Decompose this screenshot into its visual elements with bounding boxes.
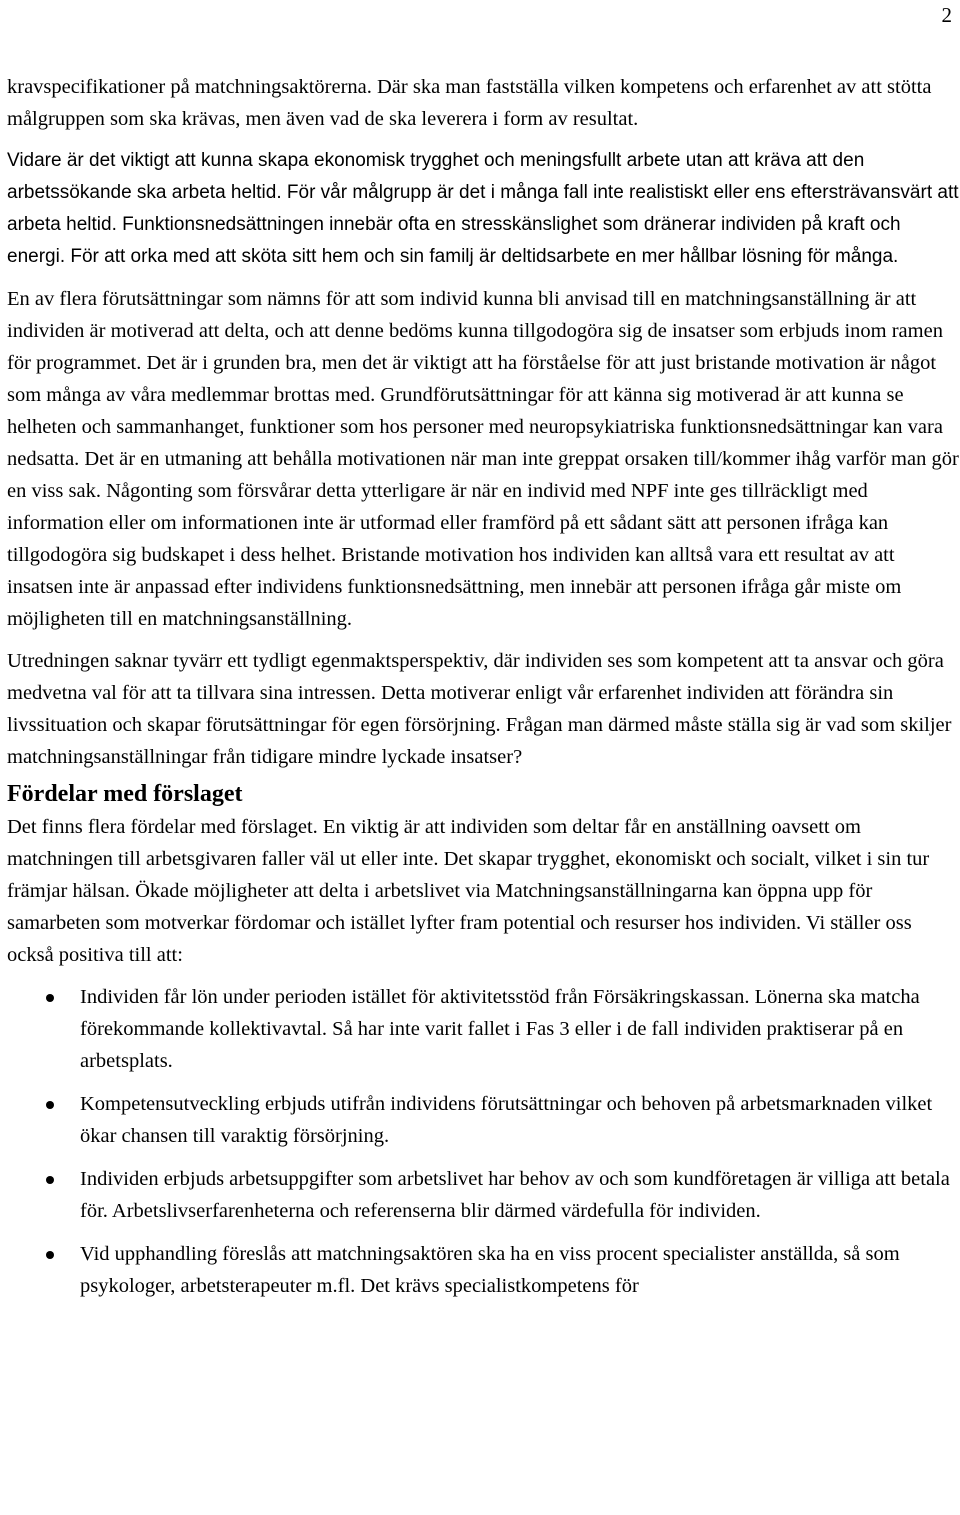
list-item-text: Kompetensutveckling erbjuds utifrån individens förutsättningar och behoven på arbetsmarknaden vilket ökar chansen till varaktig försörjning. — [80, 1093, 933, 1147]
paragraph-continuation: kravspecifikationer på matchningsaktörerna. Där ska man fastställa vilken kompetens och erfarenhet av att stötta målgruppen som ska krävas, men även vad de ska leverera i form av resultat. — [7, 76, 932, 130]
paragraph-motivation: En av flera förutsättningar som nämns för att som individ kunna bli anvisad till en matchningsanställning är att individen är motiverad att delta, och att denne bedöms kunna tillgodogöra sig de insatser som erbjuds inom ramen för programmet. Det är i grunden bra, men det är viktigt att ha förståelse för att just bristande motivation är något som många av våra medlemmar brottas med. Grundförutsättningar för att känna sig motiverad är att kunna se helheten och sammanhanget, funktioner som hos personer med neuropsykiatriska funktionsnedsättningar kan vara nedsatta. Det är en utmaning att behålla motivationen när man inte greppat orsaken till/kommer ihåg varför man gör en viss sak. Någonting som försvårar detta ytterligare är när en individ med NPF inte ges tillräckligt med information eller om informationen inte är utformad eller framförd på ett sådant sätt att personen ifråga kan tillgodogöra sig budskapet i dess helhet. Bristande motivation hos individen kan alltså vara ett resultat av att insatsen inte är anpassad efter individens funktionsnedsättning, men innebär att personen ifråga går miste om möjligheten till en matchningsanställning. — [7, 288, 959, 630]
section-intro: Det finns flera fördelar med förslaget. En viktig är att individen som deltar får en anställning oavsett om matchningen till arbetsgivaren faller väl ut eller inte. Det skapar trygghet, ekonomiskt och socialt, vilket i sin tur främjar hälsan. Ökade möjligheter att delta i arbetslivet via Matchningsanställningarna kan öppna upp för samarbeten som motverkar fördomar och istället lyfter fram potential och resurser hos individen. Vi ställer oss också positiva till att: — [7, 816, 930, 966]
section-heading: Fördelar med förslaget — [7, 781, 243, 807]
bullet-icon — [46, 994, 54, 1002]
list-item — [7, 1163, 960, 1227]
list-item-text: Individen får lön under perioden istället för aktivitetsstöd från Försäkringskassan. Lönerna ska matcha förekommande kollektivavtal. Så har inte varit fallet i Fas 3 eller i de fall individen praktiserar på en arbetsplats. — [80, 986, 920, 1072]
bullet-icon — [46, 1101, 54, 1109]
page-number: 2 — [941, 3, 952, 27]
list-item — [7, 1088, 960, 1152]
bullet-icon — [46, 1176, 54, 1184]
list-item — [7, 1238, 960, 1302]
list-item-text: Vid upphandling föreslås att matchningsaktören ska ha en viss procent specialister anställda, så som psykologer, arbetsterapeuter m.fl. Det krävs specialistkompetens för — [80, 1243, 900, 1297]
paragraph-empowerment: Utredningen saknar tyvärr ett tydligt egenmaktsperspektiv, där individen ses som kompetent att ta ansvar och göra medvetna val för att ta tillvara sina intressen. Detta motiverar enligt vår erfarenhet individen att förändra sin livssituation och skapar förutsättningar för egen försörjning. Frågan man därmed måste ställa sig är vad som skiljer matchningsanställningar från tidigare mindre lyckade insatser? — [7, 650, 952, 768]
advantages-list — [7, 981, 960, 1302]
list-item-text: Individen erbjuds arbetsuppgifter som arbetslivet har behov av och som kundföretagen är villiga att betala för. Arbetslivserfarenheterna och referenserna blir därmed värdefulla för individen. — [80, 1168, 950, 1222]
document-body — [7, 71, 960, 1313]
list-item — [7, 981, 960, 1077]
bullet-icon — [46, 1251, 54, 1259]
paragraph-economic-security: Vidare är det viktigt att kunna skapa ekonomisk trygghet och meningsfullt arbete utan att kräva att den arbetssökande ska arbeta heltid. För vår målgrupp är det i många fall inte realistiskt eller ens eftersträvansvärt att arbeta heltid. Funktionsnedsättningen innebär ofta en stresskänslighet som dränerar individen på kraft och energi. För att orka med att sköta sitt hem och sin familj är deltidsarbete en mer hållbar lösning för många. — [7, 150, 959, 267]
